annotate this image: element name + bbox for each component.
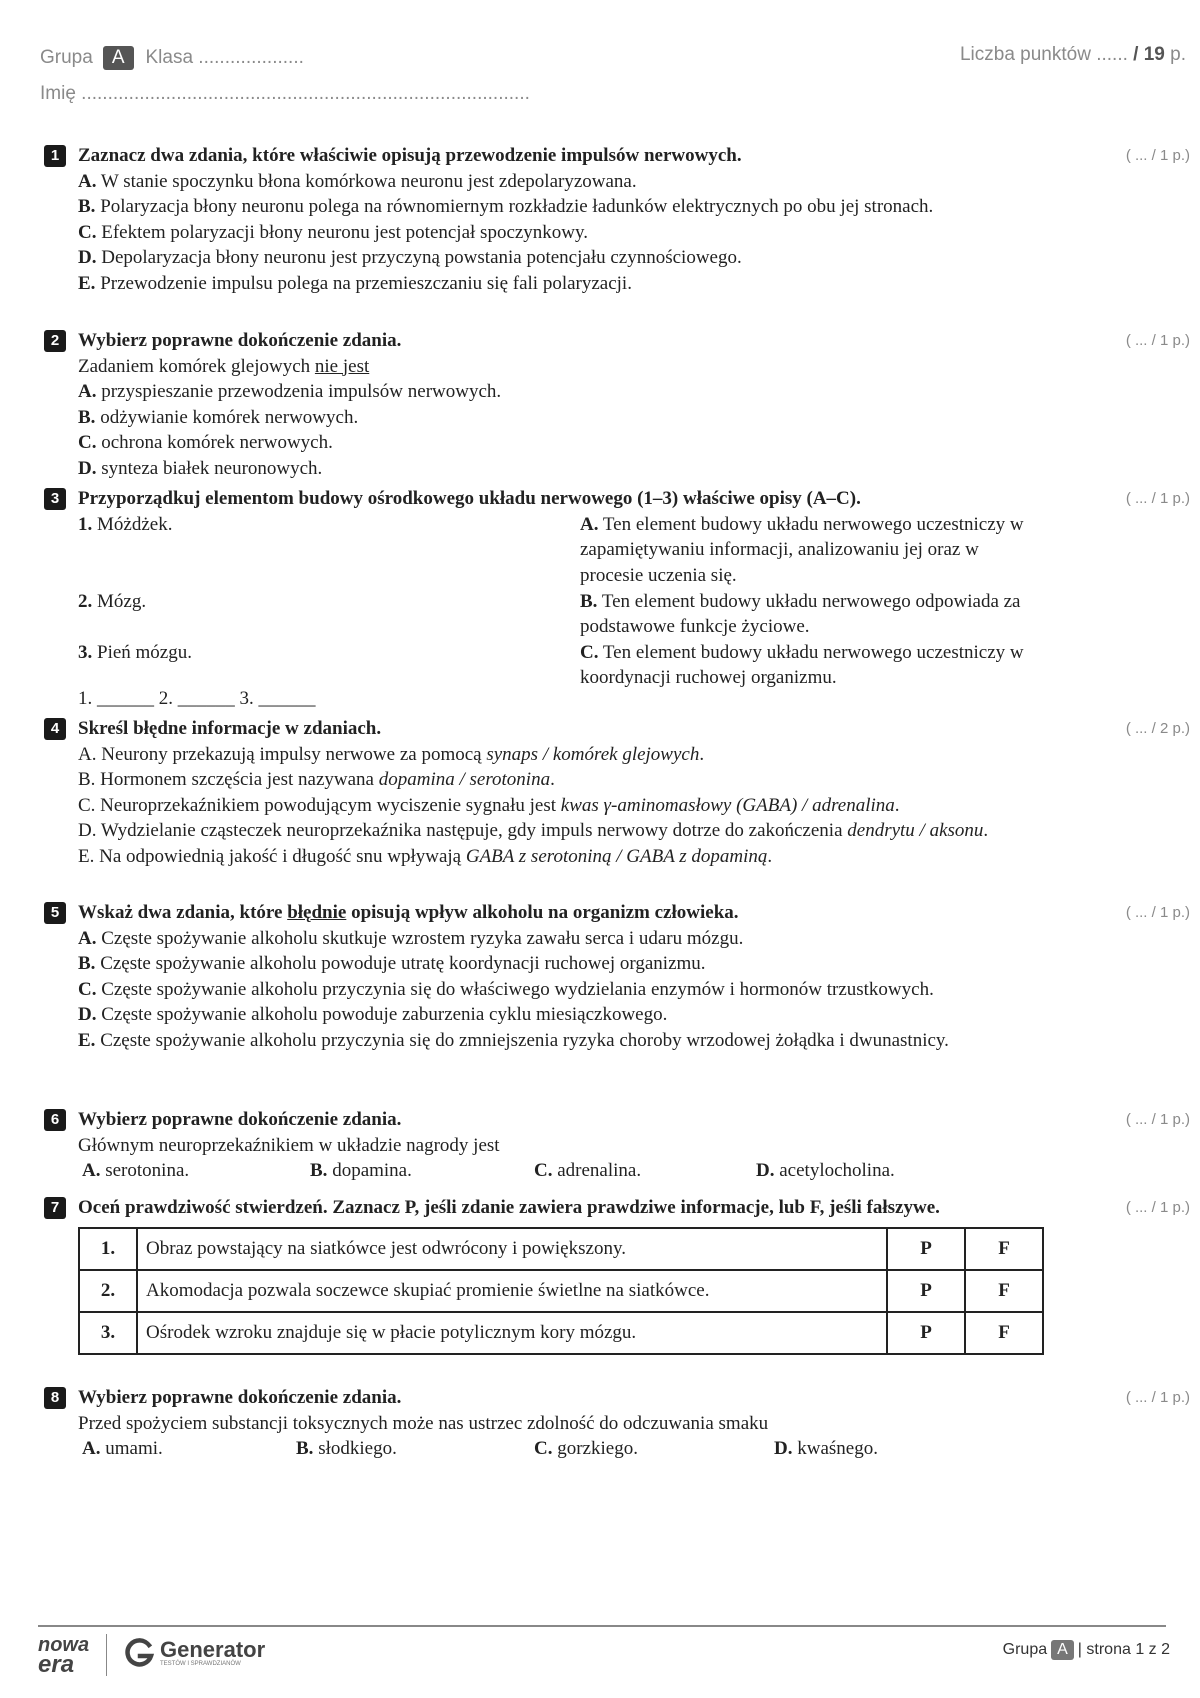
question-6 [44,1107,1190,1184]
table-row [79,1312,1043,1354]
question-points: ( ... / 1 p.) [1125,1111,1190,1128]
points-total: Liczba punktów ...... / 19 p. [959,44,1186,65]
group-badge: A [1051,1640,1074,1660]
match-item-left: 3. Pień mózgu. [78,641,192,663]
answer-option[interactable]: B. dopamina. [310,1160,412,1181]
choice-pair[interactable]: GABA z serotoniną / GABA z dopaminą [465,845,768,867]
choice-pair[interactable]: kwas γ-aminomasłowy (GABA) / adrenalina [560,794,895,816]
question-3 [44,486,1190,711]
table-row [79,1270,1043,1312]
answer-option[interactable]: D. Częste spożywanie alkoholu powoduje zaburzenia cyklu miesiączkowego. [78,1004,668,1025]
header-left [40,40,530,112]
choice-pair[interactable]: dopamina / serotonina [378,769,551,790]
answer-option[interactable]: C. Efektem polaryzacji błony neuronu jest potencjał spoczynkowy. [78,221,589,243]
true-false-table [78,1227,1044,1355]
match-item-left: 2. Mózg. [78,590,147,612]
question-stem: Głównym neuroprzekaźnikiem w układzie nagrody jest [78,1134,500,1156]
group-label: Grupa [40,47,93,68]
question-number: 6 [44,1109,66,1131]
question-title: Wybierz poprawne dokończenie zdania. [78,1387,402,1408]
match-item-right: C. Ten element budowy układu nerwowego uczestniczy w koordynacji ruchowej organizmu. [580,641,1024,688]
false-cell[interactable]: F [965,1312,1043,1354]
question-2 [44,328,1190,481]
answer-option[interactable]: C. Częste spożywanie alkoholu przyczynia się do właściwego wydzielania enzymów i hormonów trzustkowych. [78,978,934,1000]
question-points: ( ... / 1 p.) [1125,1389,1190,1406]
answer-option[interactable]: C. ochrona komórek nerwowych. [78,432,333,453]
question-title: Skreśl błędne informacje w zdaniach. [78,718,382,739]
statement: C. Neuroprzekaźnikiem powodującym wyciszenie sygnału jest kwas γ-aminomasłowy (GABA) / adrenalina. [78,794,900,816]
match-item-right: B. Ten element budowy układu nerwowego odpowiada za podstawowe funkcje życiowe. [580,590,1021,637]
question-7 [44,1195,1190,1355]
question-title: Wskaż dwa zdania, które błędnie opisują wpływ alkoholu na organizm człowieka. [78,902,739,923]
choice-pair[interactable]: dendrytu / aksonu [847,820,984,841]
question-number: 4 [44,718,66,740]
row-number: 3. [79,1312,137,1354]
question-title: Wybierz poprawne dokończenie zdania. [78,1109,402,1130]
answer-option[interactable]: E. Częste spożywanie alkoholu przyczynia się do zmniejszenia ryzyka choroby wrzodowej żołądka i dwunastnicy. [78,1029,949,1051]
question-title: Przyporządkuj elementom budowy ośrodkowego układu nerwowego (1–3) właściwe opisy (A–C). [78,488,861,509]
class-field[interactable]: Klasa .................... [145,47,304,68]
true-cell[interactable]: P [887,1228,965,1270]
question-title: Zaznacz dwa zdania, które właściwie opisują przewodzenie impulsów nerwowych. [78,145,742,166]
group-badge: A [103,46,134,70]
answer-option[interactable]: D. synteza białek neuronowych. [78,457,323,479]
question-title: Wybierz poprawne dokończenie zdania. [78,330,402,351]
answer-line[interactable]: 1. ______ 2. ______ 3. ______ [78,687,316,709]
answer-options-row [78,1158,1118,1184]
footer-divider [38,1625,1166,1627]
answer-option[interactable]: B. Polaryzacja błony neuronu polega na równomiernym rozkładzie ładunków elektrycznych po obu jej stronach. [78,196,934,217]
true-cell[interactable]: P [887,1312,965,1354]
question-number: 8 [44,1387,66,1409]
answer-option[interactable]: C. adrenalina. [534,1160,642,1181]
question-stem: Zadaniem komórek glejowych nie jest [78,355,370,377]
true-cell[interactable]: P [887,1270,965,1312]
row-number: 1. [79,1228,137,1270]
false-cell[interactable]: F [965,1270,1043,1312]
question-number: 5 [44,902,66,924]
answer-options-row [78,1436,1118,1462]
matching-columns [78,512,1118,702]
question-points: ( ... / 1 p.) [1125,490,1190,507]
name-field[interactable]: Imię ..................................................................................... [40,83,530,104]
question-number: 1 [44,145,66,167]
question-points: ( ... / 1 p.) [1125,1199,1190,1216]
question-4 [44,716,1190,869]
generator-logo: Generator TESTÓW I SPRAWDZIANÓW [122,1636,265,1670]
answer-option[interactable]: D. Depolaryzacja błony neuronu jest przyczyną powstania potencjału czynnościowego. [78,247,742,268]
logo-divider [106,1634,107,1676]
question-8 [44,1385,1190,1462]
answer-option[interactable]: A. W stanie spoczynku błona komórkowa neuronu jest zdepolaryzowana. [78,170,637,192]
answer-option[interactable]: B. Częste spożywanie alkoholu powoduje utratę koordynacji ruchowej organizmu. [78,953,706,974]
match-item-left: 1. Móżdżek. [78,513,173,535]
answer-option[interactable]: A. serotonina. [82,1160,190,1181]
answer-option[interactable]: A. przyspieszanie przewodzenia impulsów nerwowych. [78,381,502,402]
question-points: ( ... / 1 p.) [1125,332,1190,349]
question-5 [44,900,1190,1053]
match-item-right: A. Ten element budowy układu nerwowego uczestniczy w zapamiętywaniu informacji, analizowaniu jej oraz w procesie uczenia się. [580,513,1024,586]
answer-option[interactable]: E. Przewodzenie impulsu polega na przemieszczaniu się fali polaryzacji. [78,272,632,294]
answer-option[interactable]: D. acetylocholina. [756,1160,895,1181]
question-points: ( ... / 1 p.) [1125,147,1190,164]
question-number: 3 [44,488,66,510]
statement: D. Wydzielanie cząsteczek neuroprzekaźnika następuje, gdy impuls nerwowy dotrze do zakończenia dendrytu / aksonu. [78,820,989,841]
statement: B. Hormonem szczęścia jest nazywana dopamina / serotonina. [78,769,555,790]
question-stem: Przed spożyciem substancji toksycznych może nas ustrzec zdolność do odczuwania smaku [78,1412,769,1434]
false-cell[interactable]: F [965,1228,1043,1270]
question-1 [44,143,1190,296]
statement-text: Ośrodek wzroku znajduje się w płacie potylicznym kory mózgu. [137,1312,887,1354]
question-points: ( ... / 2 p.) [1125,720,1190,737]
row-number: 2. [79,1270,137,1312]
question-points: ( ... / 1 p.) [1125,904,1190,921]
answer-option[interactable]: B. odżywianie komórek nerwowych. [78,406,359,428]
generator-g-icon [122,1636,156,1670]
statement: E. Na odpowiednią jakość i długość snu wpływają GABA z serotoniną / GABA z dopaminą. [78,845,773,867]
answer-option[interactable]: D. kwaśnego. [774,1438,878,1459]
answer-option[interactable]: A. umami. [82,1438,163,1459]
statement: A. Neurony przekazują impulsy nerwowe za pomocą synaps / komórek glejowych. [78,743,705,765]
statement-text: Obraz powstający na siatkówce jest odwrócony i powiększony. [137,1228,887,1270]
statement-text: Akomodacja pozwala soczewce skupiać promienie świetlne na siatkówce. [137,1270,887,1312]
question-number: 7 [44,1197,66,1219]
answer-option[interactable]: B. słodkiego. [296,1438,397,1459]
question-number: 2 [44,330,66,352]
answer-option[interactable]: A. Częste spożywanie alkoholu skutkuje wzrostem ryzyka zawału serca i udaru mózgu. [78,927,744,949]
footer-page-info: Grupa A | strona 1 z 2 [1002,1641,1170,1658]
table-row [79,1228,1043,1270]
nowa-era-logo: nowa era [38,1634,90,1678]
question-title: Oceń prawdziwość stwierdzeń. Zaznacz P, jeśli zdanie zawiera prawdziwe informacje, lub F, jeśli fałszywe. [78,1197,940,1218]
answer-option[interactable]: C. gorzkiego. [534,1438,638,1459]
choice-pair[interactable]: synaps / komórek glejowych [486,743,700,765]
